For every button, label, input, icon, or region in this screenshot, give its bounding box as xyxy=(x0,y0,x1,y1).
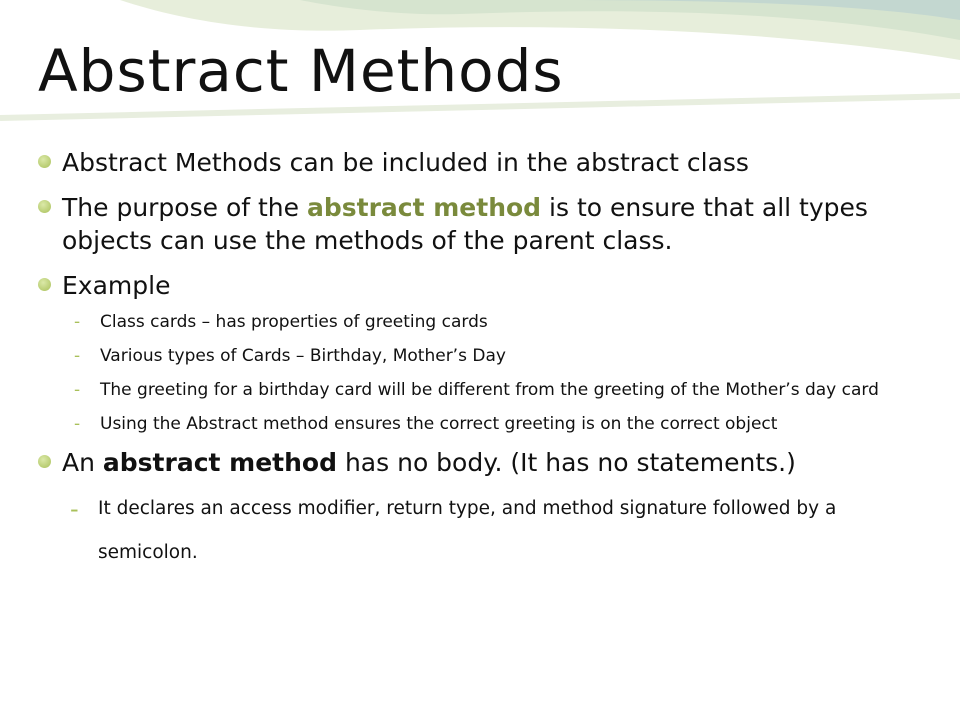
sub-bullet-text: Using the Abstract method ensures the correct greeting is on the correct object xyxy=(100,414,778,434)
bullet-dot-icon xyxy=(38,455,51,468)
dash-bullet-icon: - xyxy=(74,346,81,366)
bullet-text: The purpose of the xyxy=(62,193,307,222)
sub-bullet-item xyxy=(66,412,918,436)
sub-bullet-item xyxy=(66,310,918,334)
bullet-item xyxy=(38,191,918,257)
sub-bullet-list xyxy=(38,310,918,436)
dash-bullet-icon: - xyxy=(74,312,81,332)
bullet-dot-icon xyxy=(38,155,51,168)
dash-bullet-icon: - xyxy=(74,380,81,400)
slide-content xyxy=(38,146,918,575)
bullet-text: is to ensure that all types objects can use the methods of the parent class. xyxy=(62,193,868,255)
dash-bullet-icon: - xyxy=(70,495,79,523)
bullet-text: abstract method xyxy=(306,193,542,222)
sub-bullet-text: Various types of Cards – Birthday, Mother’s Day xyxy=(100,346,506,366)
sub-bullet-text: Class cards – has properties of greeting cards xyxy=(100,312,488,332)
sub-bullet-text: It declares an access modifier, return type, and method signature followed by a semicolon. xyxy=(98,498,837,563)
bullet-text: has no body. (It has no statements.) xyxy=(337,448,796,477)
sub-bullet-item xyxy=(66,344,918,368)
dash-bullet-icon: - xyxy=(74,414,81,434)
sub-bullet-text: The greeting for a birthday card will be different from the greeting of the Mother’s day card xyxy=(100,380,879,400)
bullet-item xyxy=(38,269,918,302)
bullet-text: Example xyxy=(62,271,171,300)
bullet-item xyxy=(38,146,918,179)
slide-title: Abstract Methods xyxy=(38,37,564,105)
bullet-text: Abstract Methods can be included in the abstract class xyxy=(62,148,749,177)
bullet-dot-icon xyxy=(38,278,51,291)
sub-bullet-item xyxy=(38,487,918,575)
bullet-text: An xyxy=(62,448,103,477)
bullet-dot-icon xyxy=(38,200,51,213)
bullet-text: abstract method xyxy=(102,448,338,477)
sub-bullet-item xyxy=(66,378,918,402)
bullet-item xyxy=(38,446,918,479)
